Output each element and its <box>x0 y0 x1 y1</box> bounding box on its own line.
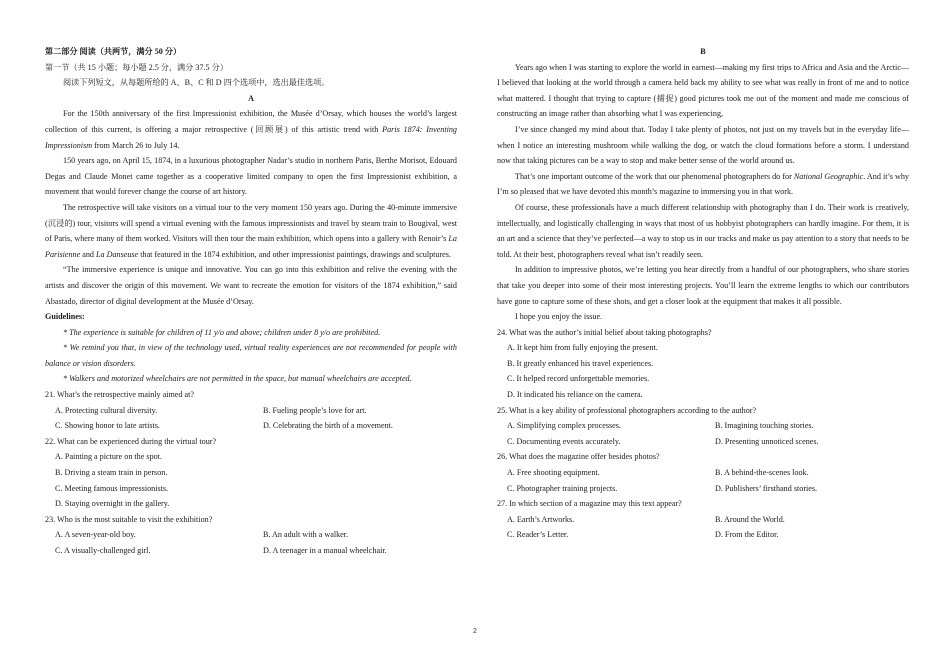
q26-options-row-2 <box>497 481 909 497</box>
q22-option-d: D. Staying overnight in the gallery. <box>55 499 170 509</box>
section-heading: 第一节（共 15 小题；每小题 2.5 分，满分 37.5 分） <box>45 62 228 72</box>
passage-b-paragraph-3: That’s one important outcome of the work that our phenomenal photographers do for National Geographic. And it’s why I’m so pleased that we have devoted this month’s magazine to immersing you in that work. <box>497 171 909 197</box>
page-number: 2 <box>473 628 477 635</box>
q27-option-c: C. Reader’s Letter. <box>507 530 569 540</box>
q23-options-row-1 <box>45 527 457 543</box>
q23-option-a: A. A seven-year-old boy. <box>55 530 136 540</box>
question-22: 22. What can be experienced during the virtual tour? <box>45 436 217 446</box>
q25-option-c: C. Documenting events accurately. <box>507 436 621 446</box>
question-21: 21. What’s the retrospective mainly aimed at? <box>45 390 194 400</box>
magazine-title: National Geographic <box>793 171 864 181</box>
q27-option-d: D. From the Editor. <box>715 530 779 540</box>
question-23: 23. Who is the most suitable to visit the exhibition? <box>45 514 213 524</box>
q24-option-d: D. It indicated his reliance on the camera. <box>507 390 643 400</box>
passage-a-paragraph-1: For the 150th anniversary of the first Impressionist exhibition, the Musée d’Orsay, which houses the world’s largest collection of this current, is offering a major retrospective (回顾展) of this artistic trend with Paris 1874: Inventing Impressionism from March 26 to July 14. <box>45 109 457 150</box>
question-25: 25. What is a key ability of professional photographers according to the author? <box>497 405 757 415</box>
q21-options-row-1 <box>45 403 457 419</box>
q21-option-b: B. Fueling people’s love for art. <box>263 405 367 415</box>
q26-options-row-1 <box>497 465 909 481</box>
question-26: 26. What does the magazine offer besides photos? <box>497 452 660 462</box>
q26-option-b: B. A behind-the-scenes look. <box>715 468 809 478</box>
passage-b-paragraph-2: I’ve since changed my mind about that. Today I take plenty of photos, not just on my travels but in the everyday life—when I notice an interesting mushroom while walking the dog, or watch the cloud formations before a storm. I understand now that taking pictures can be a way to stop and make better sense of the world around us. <box>497 124 909 166</box>
q22-option-a: A. Painting a picture on the spot. <box>55 452 162 462</box>
q23-option-b: B. An adult with a walker. <box>263 530 349 540</box>
left-column <box>45 44 457 559</box>
q25-options-row-2 <box>497 434 909 450</box>
passage-b-paragraph-4: Of course, these professionals have a much different relationship with photography than I do. Their work is creatively, intellectually, and logistically challenging in ways that most of us hobbyist photographers can hardly imagine. For them, it is an art and a science that they’ve perfected—a way to stop us in our tracks and make us pay attention to a story that needs to be told. At their best, photographers reveal what isn’t readily seen. <box>497 202 909 259</box>
guideline-2: * We remind you that, in view of the technology used, virtual reality experiences are not recommended for people with balance or vision disorders. <box>45 343 457 368</box>
exhibition-title: Paris 1874: Inventing Impressionism <box>45 124 457 150</box>
q23-options-row-2 <box>45 543 457 559</box>
q21-option-d: D. Celebrating the birth of a movement. <box>263 421 393 431</box>
q27-option-a: A. Earth’s Artworks. <box>507 514 575 524</box>
q26-option-a: A. Free shooting equipment. <box>507 468 600 478</box>
q24-option-b: B. It greatly enhanced his travel experiences. <box>507 358 654 368</box>
q21-option-c: C. Showing honor to late artists. <box>55 421 160 431</box>
passage-b-paragraph-6: I hope you enjoy the issue. <box>515 312 603 322</box>
passage-a-paragraph-3: The retrospective will take visitors on a virtual tour to the very moment 150 years ago. During the 40-minute immersive (沉浸的) tour, visitors will spend a virtual evening with the famous impressionists and travel by steam train to Bougival, west of Paris, where many of them worked. Visitors will then tour the main exhibition, which opens into a gallery with Renoir’s La Parisienne and La Danseuse that featured in the 1874 exhibition, and other impressionist paintings, drawings and sculptures. <box>45 202 457 259</box>
q27-options-row-1 <box>497 512 909 528</box>
q22-option-b: B. Driving a steam train in person. <box>55 468 168 478</box>
guideline-3: * Walkers and motorized wheelchairs are not permitted in the space, but manual wheelchairs are accepted. <box>63 374 412 384</box>
passage-a-label: A <box>248 93 254 103</box>
question-24: 24. What was the author’s initial belief about taking photographs? <box>497 327 712 337</box>
instruction: 阅读下列短文，从每题所给的 A、B、C 和 D 四个选项中，选出最佳选项。 <box>63 78 330 88</box>
q23-option-c: C. A visually-challenged girl. <box>55 546 151 555</box>
q25-options-row-1 <box>497 418 909 434</box>
passage-a-paragraph-2: 150 years ago, on April 15, 1874, in a luxurious photographer Nadar’s studio in northern Paris, Berthe Morisot, Edouard Degas and Claude Monet came together as a cooperative limited company to open the first Impressionist exhibition, a movement that would forever change the course of art history. <box>45 156 457 197</box>
right-column <box>497 44 909 543</box>
q21-option-a: A. Protecting cultural diversity. <box>55 405 158 415</box>
q26-option-c: C. Photographer training projects. <box>507 483 618 493</box>
guidelines-title: Guidelines: <box>45 312 85 322</box>
q25-option-b: B. Imagining touching stories. <box>715 421 814 431</box>
q27-option-b: B. Around the World. <box>715 514 785 524</box>
passage-b-label: B <box>700 47 706 56</box>
q25-option-a: A. Simplifying complex processes. <box>507 421 621 431</box>
question-27: 27. In which section of a magazine may this text appear? <box>497 499 682 509</box>
part-title: 第二部分 阅读（共两节，满分 50 分） <box>45 47 182 56</box>
passage-b-paragraph-1: Years ago when I was starting to explore the world in earnest—making my first trips to Africa and Asia and the Arctic—I believed that looking at the world through a camera held back my ability to see what was really in front of me and to notice what mattered. I thought that trying to capture (捕捉) good pictures took me out of the moment and made me conscious of constructing an image rather than absorbing what I was experiencing, <box>497 62 909 119</box>
q22-option-c: C. Meeting famous impressionists. <box>55 483 169 493</box>
q21-options-row-2 <box>45 418 457 434</box>
guideline-1: * The experience is suitable for children of 11 y/o and above; children under 8 y/o are prohibited. <box>63 327 381 337</box>
q26-option-d: D. Publishers’ firsthand stories. <box>715 483 818 493</box>
q25-option-d: D. Presenting unnoticed scenes. <box>715 436 819 446</box>
passage-b-paragraph-5: In addition to impressive photos, we’re letting you hear directly from a handful of our photographers, who share stories that take you deeper into some of their most interesting projects. You’ll learn the extreme lengths to which our contributors have gone to capture some of these shots, and get a closer look at the equipment that makes it all possible. <box>497 265 909 306</box>
q24-option-a: A. It kept him from fully enjoying the present. <box>507 343 658 353</box>
passage-a-paragraph-4: “The immersive experience is unique and innovative. You can go into this exhibition and relive the evening with the artists and discover the origin of this movement. We want to recreate the emotion for visitors of the 1874 exhibition,” said Abastado, director of digital development at the Musée d’Orsay. <box>45 265 457 306</box>
q23-option-d: D. A teenager in a manual wheelchair. <box>263 546 387 555</box>
q24-option-c: C. It helped record unforgettable memories. <box>507 374 650 384</box>
q27-options-row-2 <box>497 527 909 543</box>
